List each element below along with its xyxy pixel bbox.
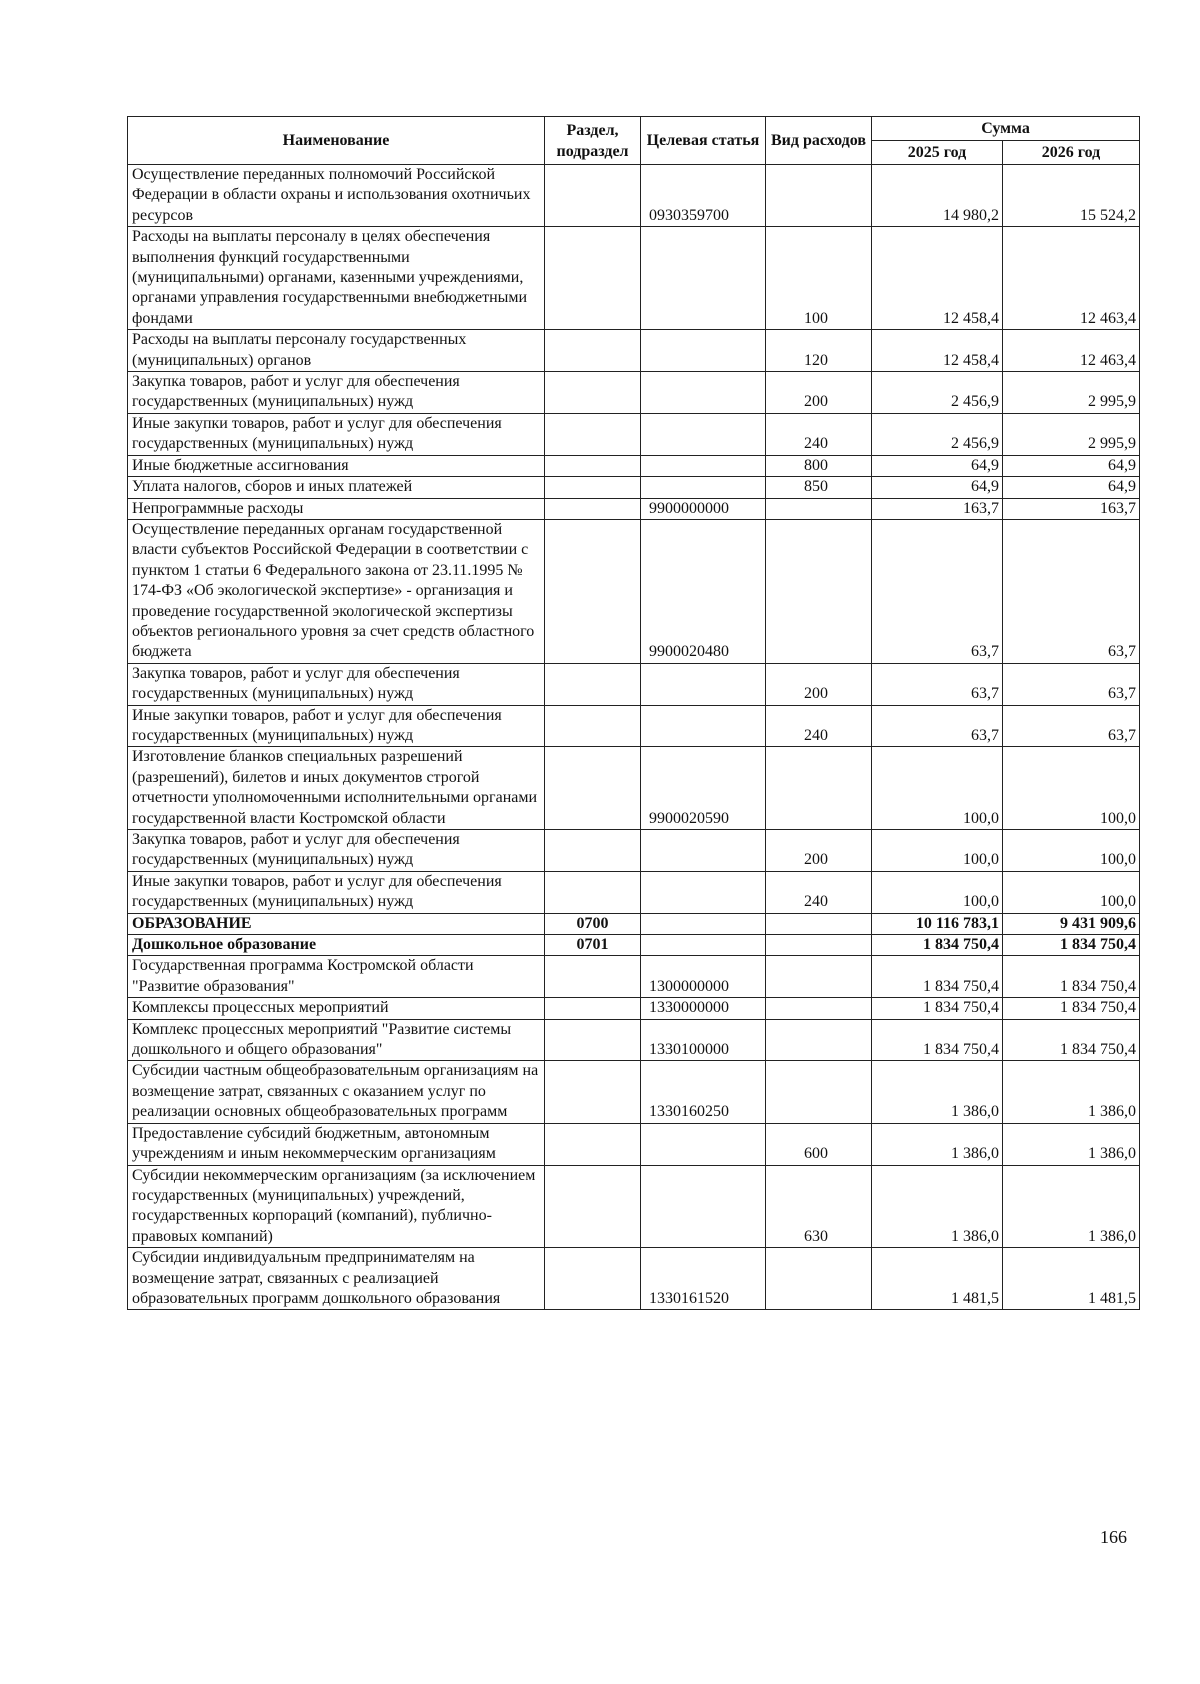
row-section <box>545 227 641 330</box>
table-row <box>128 1248 1140 1310</box>
row-amount-2026: 100,0 <box>1003 747 1140 830</box>
row-article <box>641 413 766 455</box>
row-amount-2025: 1 834 750,4 <box>872 1019 1003 1061</box>
row-name: Субсидии частным общеобразовательным организациям на возмещение затрат, связанных с оказанием услуг по реализации основных общеобразовательных программ <box>128 1061 545 1123</box>
table-row <box>128 498 1140 519</box>
row-section <box>545 871 641 913</box>
table-row <box>128 913 1140 934</box>
header-year-2026: 2026 год <box>1003 141 1140 165</box>
row-article <box>641 1123 766 1165</box>
row-expense-type <box>766 998 872 1019</box>
row-article <box>641 871 766 913</box>
row-amount-2025: 2 456,9 <box>872 413 1003 455</box>
row-name: Осуществление переданных органам государственной власти субъектов Российской Федерации в соответствии с пунктом 1 статьи 6 Федерального закона от 23.11.1995 № 174-ФЗ «Об экологической экспертизе» - организация и проведение государственной экологической экспертизы объектов регионального уровня за счет средств областного бюджета <box>128 519 545 663</box>
row-name: Иные закупки товаров, работ и услуг для обеспечения государственных (муниципальных) нужд <box>128 413 545 455</box>
row-section <box>545 956 641 998</box>
row-expense-type: 600 <box>766 1123 872 1165</box>
row-name: Уплата налогов, сборов и иных платежей <box>128 477 545 498</box>
row-amount-2026: 100,0 <box>1003 871 1140 913</box>
row-name: Предоставление субсидий бюджетным, автономным учреждениям и иным некоммерческим организациям <box>128 1123 545 1165</box>
row-amount-2026: 64,9 <box>1003 477 1140 498</box>
row-name: Закупка товаров, работ и услуг для обеспечения государственных (муниципальных) нужд <box>128 830 545 872</box>
table-row <box>128 871 1140 913</box>
row-amount-2025: 1 834 750,4 <box>872 956 1003 998</box>
row-amount-2025: 1 834 750,4 <box>872 998 1003 1019</box>
budget-table <box>127 116 1140 1310</box>
row-article: 9900000000 <box>641 498 766 519</box>
row-amount-2026: 15 524,2 <box>1003 165 1140 227</box>
row-name: Дошкольное образование <box>128 935 545 956</box>
row-section <box>545 1061 641 1123</box>
row-article <box>641 227 766 330</box>
table-row <box>128 330 1140 372</box>
table-row <box>128 1123 1140 1165</box>
row-name: Иные бюджетные ассигнования <box>128 455 545 476</box>
row-amount-2025: 100,0 <box>872 747 1003 830</box>
table-row <box>128 519 1140 663</box>
row-name: Закупка товаров, работ и услуг для обеспечения государственных (муниципальных) нужд <box>128 372 545 414</box>
row-amount-2025: 63,7 <box>872 705 1003 747</box>
row-expense-type: 800 <box>766 455 872 476</box>
table-row <box>128 1061 1140 1123</box>
row-name: Закупка товаров, работ и услуг для обеспечения государственных (муниципальных) нужд <box>128 663 545 705</box>
table-row <box>128 1019 1140 1061</box>
row-expense-type <box>766 747 872 830</box>
row-article <box>641 830 766 872</box>
row-amount-2026: 1 386,0 <box>1003 1061 1140 1123</box>
row-section <box>545 455 641 476</box>
table-row <box>128 747 1140 830</box>
row-name: Непрограммные расходы <box>128 498 545 519</box>
row-amount-2025: 1 386,0 <box>872 1123 1003 1165</box>
row-amount-2025: 10 116 783,1 <box>872 913 1003 934</box>
row-article <box>641 705 766 747</box>
row-article: 9900020590 <box>641 747 766 830</box>
row-article: 9900020480 <box>641 519 766 663</box>
row-amount-2025: 163,7 <box>872 498 1003 519</box>
row-amount-2025: 2 456,9 <box>872 372 1003 414</box>
row-expense-type: 630 <box>766 1165 872 1248</box>
row-article: 1330160250 <box>641 1061 766 1123</box>
row-amount-2025: 1 386,0 <box>872 1165 1003 1248</box>
row-name: Изготовление бланков специальных разрешений (разрешений), билетов и иных документов строгой отчетности уполномоченными исполнительными органами государственной власти Костромской области <box>128 747 545 830</box>
row-article <box>641 1165 766 1248</box>
row-article <box>641 663 766 705</box>
row-amount-2025: 64,9 <box>872 455 1003 476</box>
row-amount-2026: 63,7 <box>1003 663 1140 705</box>
table-row <box>128 956 1140 998</box>
row-expense-type: 200 <box>766 830 872 872</box>
row-section <box>545 519 641 663</box>
row-section <box>545 1248 641 1310</box>
row-name: ОБРАЗОВАНИЕ <box>128 913 545 934</box>
row-amount-2026: 163,7 <box>1003 498 1140 519</box>
row-expense-type <box>766 913 872 934</box>
row-article <box>641 372 766 414</box>
row-expense-type: 240 <box>766 705 872 747</box>
table-row <box>128 227 1140 330</box>
row-section <box>545 498 641 519</box>
table-row <box>128 455 1140 476</box>
row-amount-2026: 12 463,4 <box>1003 227 1140 330</box>
table-row <box>128 830 1140 872</box>
row-amount-2025: 1 481,5 <box>872 1248 1003 1310</box>
row-amount-2026: 1 834 750,4 <box>1003 998 1140 1019</box>
row-expense-type <box>766 519 872 663</box>
row-amount-2025: 100,0 <box>872 830 1003 872</box>
row-section <box>545 165 641 227</box>
row-expense-type: 100 <box>766 227 872 330</box>
row-name: Комплекс процессных мероприятий "Развитие системы дошкольного и общего образования" <box>128 1019 545 1061</box>
row-article: 1330000000 <box>641 998 766 1019</box>
row-amount-2025: 12 458,4 <box>872 227 1003 330</box>
table-row <box>128 998 1140 1019</box>
row-expense-type <box>766 498 872 519</box>
table-row <box>128 705 1140 747</box>
row-amount-2025: 1 834 750,4 <box>872 935 1003 956</box>
row-amount-2025: 12 458,4 <box>872 330 1003 372</box>
row-name: Расходы на выплаты персоналу в целях обеспечения выполнения функций государственными (муниципальными) органами, казенными учреждениями, органами управления государственными внебюджетными фондами <box>128 227 545 330</box>
row-article: 0930359700 <box>641 165 766 227</box>
row-name: Государственная программа Костромской области "Развитие образования" <box>128 956 545 998</box>
row-expense-type <box>766 935 872 956</box>
table-header <box>128 117 1140 165</box>
row-expense-type <box>766 1061 872 1123</box>
row-amount-2026: 1 834 750,4 <box>1003 935 1140 956</box>
header-name: Наименование <box>128 117 545 165</box>
table-row <box>128 372 1140 414</box>
row-amount-2025: 64,9 <box>872 477 1003 498</box>
row-expense-type <box>766 956 872 998</box>
row-amount-2026: 100,0 <box>1003 830 1140 872</box>
row-section <box>545 705 641 747</box>
row-name: Осуществление переданных полномочий Российской Федерации в области охраны и использования охотничьих ресурсов <box>128 165 545 227</box>
row-amount-2026: 64,9 <box>1003 455 1140 476</box>
row-section <box>545 1019 641 1061</box>
row-amount-2026: 63,7 <box>1003 519 1140 663</box>
row-section: 0701 <box>545 935 641 956</box>
row-name: Комплексы процессных мероприятий <box>128 998 545 1019</box>
header-section: Раздел, подраздел <box>545 117 641 165</box>
row-article <box>641 455 766 476</box>
row-amount-2026: 2 995,9 <box>1003 413 1140 455</box>
row-section <box>545 747 641 830</box>
table-body <box>128 165 1140 1310</box>
row-expense-type: 240 <box>766 413 872 455</box>
row-expense-type <box>766 1248 872 1310</box>
row-name: Расходы на выплаты персоналу государственных (муниципальных) органов <box>128 330 545 372</box>
row-amount-2026: 1 481,5 <box>1003 1248 1140 1310</box>
row-article <box>641 477 766 498</box>
row-amount-2026: 1 834 750,4 <box>1003 956 1140 998</box>
row-article <box>641 913 766 934</box>
row-section <box>545 372 641 414</box>
table-row <box>128 935 1140 956</box>
row-section <box>545 330 641 372</box>
row-section <box>545 1123 641 1165</box>
table-row <box>128 165 1140 227</box>
row-expense-type: 200 <box>766 372 872 414</box>
row-amount-2026: 63,7 <box>1003 705 1140 747</box>
row-name: Иные закупки товаров, работ и услуг для обеспечения государственных (муниципальных) нужд <box>128 871 545 913</box>
table-row <box>128 477 1140 498</box>
row-amount-2026: 2 995,9 <box>1003 372 1140 414</box>
row-article: 1330100000 <box>641 1019 766 1061</box>
row-amount-2025: 1 386,0 <box>872 1061 1003 1123</box>
row-amount-2026: 12 463,4 <box>1003 330 1140 372</box>
page-number: 166 <box>1100 1527 1127 1547</box>
row-amount-2025: 100,0 <box>872 871 1003 913</box>
row-amount-2026: 1 386,0 <box>1003 1123 1140 1165</box>
row-amount-2025: 63,7 <box>872 663 1003 705</box>
row-amount-2026: 1 386,0 <box>1003 1165 1140 1248</box>
row-section <box>545 1165 641 1248</box>
row-section <box>545 413 641 455</box>
row-expense-type <box>766 1019 872 1061</box>
row-expense-type: 120 <box>766 330 872 372</box>
row-section <box>545 998 641 1019</box>
header-expense-type: Вид расходов <box>766 117 872 165</box>
row-expense-type: 200 <box>766 663 872 705</box>
header-sum: Сумма <box>872 117 1140 141</box>
table-row <box>128 1165 1140 1248</box>
table-row <box>128 413 1140 455</box>
row-name: Субсидии некоммерческим организациям (за исключением государственных (муниципальных) учреждений, государственных корпораций (компаний), публично-правовых компаний) <box>128 1165 545 1248</box>
row-expense-type: 240 <box>766 871 872 913</box>
row-amount-2025: 63,7 <box>872 519 1003 663</box>
row-amount-2026: 9 431 909,6 <box>1003 913 1140 934</box>
header-year-2025: 2025 год <box>872 141 1003 165</box>
row-section <box>545 663 641 705</box>
row-section: 0700 <box>545 913 641 934</box>
row-section <box>545 830 641 872</box>
row-expense-type <box>766 165 872 227</box>
row-article: 1330161520 <box>641 1248 766 1310</box>
row-article: 1300000000 <box>641 956 766 998</box>
row-amount-2026: 1 834 750,4 <box>1003 1019 1140 1061</box>
row-article <box>641 935 766 956</box>
header-article: Целевая статья <box>641 117 766 165</box>
row-expense-type: 850 <box>766 477 872 498</box>
table-row <box>128 663 1140 705</box>
row-name: Иные закупки товаров, работ и услуг для обеспечения государственных (муниципальных) нужд <box>128 705 545 747</box>
row-section <box>545 477 641 498</box>
row-article <box>641 330 766 372</box>
row-amount-2025: 14 980,2 <box>872 165 1003 227</box>
row-name: Субсидии индивидуальным предпринимателям на возмещение затрат, связанных с реализацией образовательных программ дошкольного образования <box>128 1248 545 1310</box>
